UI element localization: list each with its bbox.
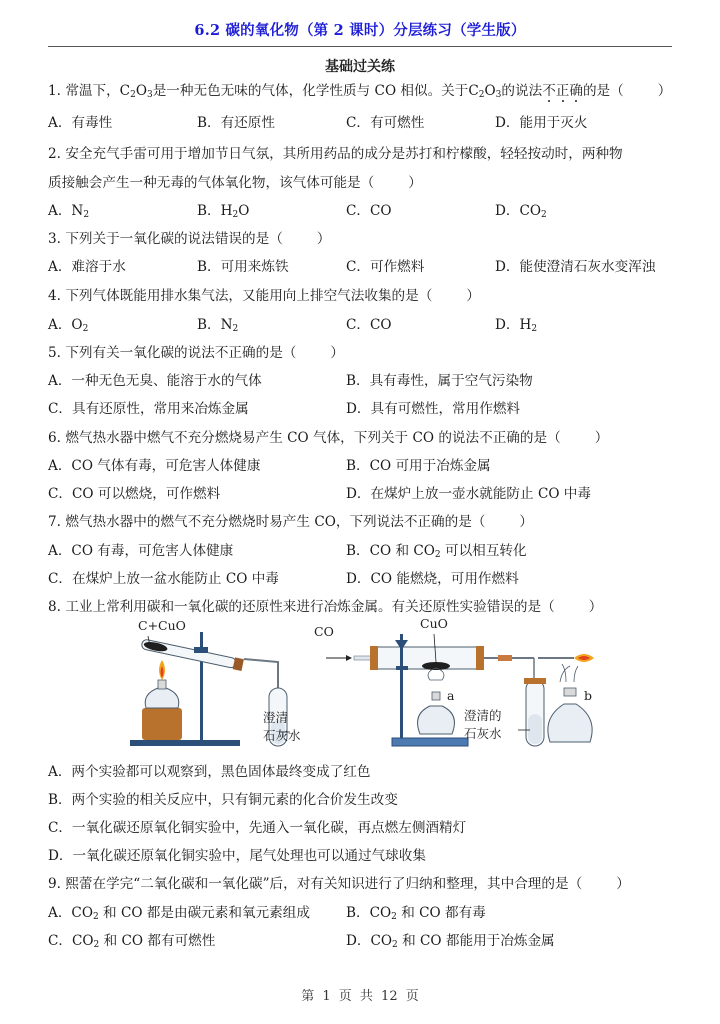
apparatus-right-illustration bbox=[312, 622, 602, 750]
co-reduction-apparatus-diagram bbox=[312, 616, 602, 750]
section-heading: 基础过关练 bbox=[325, 59, 395, 75]
stem-text: ） bbox=[657, 83, 672, 99]
label-limewater: 石灰水 bbox=[464, 726, 502, 741]
stem-text: 下列有关一氧化碳的说法不正确的是（ bbox=[65, 345, 297, 361]
label-cuo: CuO bbox=[420, 616, 448, 631]
question-2-option-a: A．$N_2$ bbox=[48, 203, 90, 220]
question-9-option-b: B．$CO_2$ 和 CO 都有毒 bbox=[346, 905, 486, 922]
subscript: 3 bbox=[146, 90, 153, 100]
question-1-option-b: B．有还原性 bbox=[197, 115, 275, 131]
question-2-stem-line2 bbox=[48, 173, 680, 193]
question-5-option-b: B．具有毒性，属于空气污染物 bbox=[346, 373, 533, 389]
question-4-option-d: D．$H_2$ bbox=[495, 317, 538, 334]
stem-text: O bbox=[135, 83, 147, 99]
question-7-option-c: C．在煤炉上放一盆水能防止 CO 中毒 bbox=[48, 571, 279, 587]
carbon-reduction-apparatus-diagram bbox=[128, 618, 318, 750]
stem-text: 是一种无色无味的气体，化学性质与 CO 相似。关于C bbox=[152, 83, 479, 99]
label-limewater: 澄清的 bbox=[464, 708, 502, 723]
question-2-stem-line1 bbox=[48, 144, 680, 164]
emphasis-text: 不 bbox=[542, 83, 556, 99]
question-6-option-a: A．CO 气体有毒，可危害人体健康 bbox=[48, 458, 261, 474]
label-lamp-a: a bbox=[447, 688, 455, 703]
question-3-option-c: C．可作燃料 bbox=[346, 259, 425, 275]
question-number: 3. bbox=[48, 231, 61, 247]
question-8-option-c: C．一氧化碳还原氧化铜实验中，先通入一氧化碳，再点燃左侧酒精灯 bbox=[48, 820, 467, 836]
question-5-stem bbox=[48, 343, 680, 363]
question-6-option-d: D．在煤炉上放一壶水就能防止 CO 中毒 bbox=[346, 486, 591, 502]
question-4-stem bbox=[48, 286, 680, 306]
question-2-option-b: B．$H_2O$ bbox=[197, 203, 250, 220]
question-2-option-d: D．$CO_2$ bbox=[495, 203, 547, 220]
question-3-stem bbox=[48, 229, 680, 249]
label-limewater: 澄清 bbox=[263, 710, 289, 725]
stem-text: 常温下，C bbox=[65, 83, 131, 99]
stem-text: ） bbox=[466, 288, 480, 304]
label-limewater: 石灰水 bbox=[263, 728, 301, 743]
question-8-option-a: A．两个实验都可以观察到，黑色固体最终变成了红色 bbox=[48, 764, 371, 780]
question-1-stem bbox=[48, 81, 680, 101]
emphasis-text: 确 bbox=[569, 83, 583, 99]
question-7-option-d: D．CO 能燃烧，可用作燃料 bbox=[346, 571, 519, 587]
question-9-option-d: D．$CO_2$ 和 CO 都能用于冶炼金属 bbox=[346, 933, 555, 950]
question-5-option-c: C．具有还原性，常用来冶炼金属 bbox=[48, 401, 249, 417]
question-number: 9. bbox=[48, 876, 61, 892]
stem-text: 的是（ bbox=[582, 83, 624, 99]
label-c-cuo: C+CuO bbox=[138, 618, 186, 633]
question-6-option-b: B．CO 可用于冶炼金属 bbox=[346, 458, 491, 474]
stem-text: 下列气体既能用排水集气法，又能用向上排空气法收集的是（ bbox=[65, 288, 433, 304]
stem-text: ） bbox=[594, 430, 609, 446]
question-number: 2. bbox=[48, 146, 61, 162]
question-7-option-a: A．CO 有毒，可危害人体健康 bbox=[48, 543, 234, 559]
page-title: 6.2 碳的氧化物（第 2 课时）分层练习（学生版） bbox=[194, 22, 526, 39]
label-co-inlet: CO bbox=[314, 624, 334, 639]
question-9-option-a: A．$CO_2$ 和 CO 都是由碳元素和氧元素组成 bbox=[48, 905, 310, 922]
question-4-option-c: C．CO bbox=[346, 317, 392, 333]
question-8-option-d: D．一氧化碳还原氧化铜实验中，尾气处理也可以通过气球收集 bbox=[48, 848, 426, 864]
question-number: 7. bbox=[48, 514, 61, 530]
question-6-stem bbox=[48, 428, 680, 448]
stem-text: 下列关于一氧化碳的说法错误的是（ bbox=[65, 231, 283, 247]
stem-text: ） bbox=[616, 876, 630, 892]
question-6-option-c: C．CO 可以燃烧，可作燃料 bbox=[48, 486, 221, 502]
question-number: 6. bbox=[48, 430, 61, 446]
question-8-stem bbox=[48, 597, 680, 617]
subscript: 3 bbox=[495, 90, 502, 100]
stem-text: 安全充气手雷可用于增加节日气氛，其所用药品的成分是苏打和柠檬酸，轻轻按动时，两种物 bbox=[65, 146, 623, 162]
question-7-stem bbox=[48, 512, 680, 532]
page-number: 第 1 页 共 12 页 bbox=[301, 989, 419, 1004]
stem-text: ） bbox=[316, 231, 331, 247]
question-5-option-a: A．一种无色无臭、能溶于水的气体 bbox=[48, 373, 262, 389]
question-9-stem bbox=[48, 874, 680, 894]
stem-text: ） bbox=[588, 599, 603, 615]
stem-text: 质接触会产生一种无毒的气体氧化物，该气体可能是（ bbox=[48, 175, 375, 191]
question-1-option-d: D．能用于灭火 bbox=[495, 115, 588, 131]
stem-text: ） bbox=[408, 175, 422, 191]
question-3-option-d: D．能使澄清石灰水变浑浊 bbox=[495, 259, 656, 275]
question-7-option-b: B．CO 和 $CO_2$ 可以相互转化 bbox=[346, 543, 527, 560]
stem-text: 熙蕾在学完“二氧化碳和一氧化碳”后，对有关知识进行了归纳和整理，其中合理的是（ bbox=[65, 876, 583, 892]
stem-text: 燃气热水器中的燃气不充分燃烧时易产生 CO，下列说法不正确的是（ bbox=[65, 514, 486, 530]
question-number: 8. bbox=[48, 599, 61, 615]
stem-text: ） bbox=[519, 514, 533, 530]
question-3-option-b: B．可用来炼铁 bbox=[197, 259, 289, 275]
question-4-option-a: A．$O_2$ bbox=[48, 317, 89, 334]
emphasis-text: 正 bbox=[555, 83, 570, 99]
stem-text: 工业上常利用碳和一氧化碳的还原性来进行冶炼金属。有关还原性实验错误的是（ bbox=[65, 599, 555, 615]
question-8-option-b: B．两个实验的相关反应中，只有铜元素的化合价发生改变 bbox=[48, 792, 398, 808]
question-3-option-a: A．难溶于水 bbox=[48, 259, 126, 275]
question-4-option-b: B．$N_2$ bbox=[197, 317, 239, 334]
label-lamp-b: b bbox=[584, 688, 593, 703]
header-divider bbox=[48, 46, 672, 47]
question-1-option-a: A．有毒性 bbox=[48, 115, 113, 131]
question-2-option-c: C．CO bbox=[346, 203, 392, 219]
stem-text: ） bbox=[330, 345, 344, 361]
stem-text: 的说法 bbox=[501, 83, 543, 99]
stem-text: 燃气热水器中燃气不充分燃烧易产生 CO 气体，下列关于 CO 的说法不正确的是（ bbox=[65, 430, 561, 446]
question-number: 5. bbox=[48, 345, 61, 361]
subscript: 2 bbox=[130, 90, 136, 100]
stem-text: O bbox=[484, 83, 496, 99]
question-5-option-d: D．具有可燃性，常用作燃料 bbox=[346, 401, 521, 417]
subscript: 2 bbox=[478, 90, 485, 100]
question-9-option-c: C．$CO_2$ 和 CO 都有可燃性 bbox=[48, 933, 216, 950]
question-number: 1. bbox=[48, 83, 61, 99]
question-number: 4. bbox=[48, 288, 61, 304]
question-1-option-c: C．有可燃性 bbox=[346, 115, 425, 131]
